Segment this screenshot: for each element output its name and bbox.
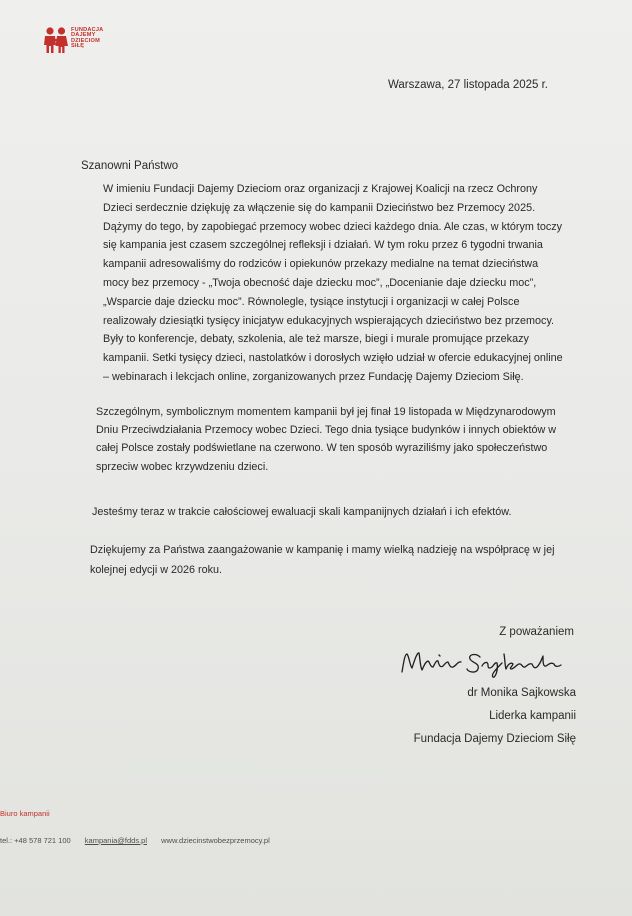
foundation-logo xyxy=(44,26,103,54)
signer-name: dr Monika Sajkowska xyxy=(467,687,576,699)
letter-date: Warszawa, 27 listopada 2025 r. xyxy=(387,79,548,91)
letter-paragraph: W imieniu Fundacji Dajemy Dzieciom oraz organizacji z Krajowej Koalicji na rzecz Ochrony Dzieci serdecznie dziękuję za włączenie się do kampanii Dzieciństwo bez Przemocy 2025. Dążymy do tego, by zapobiegać przemocy wobec dzieci każdego dnia. Ale czas, w którym toczy się kampania jest czasem szczególnej refleksji i działań. W tym roku przez 6 tygodni trwania kampanii adresowaliśmy do rodziców i opiekunów przekazy medialne na temat dzieciństwa mocy bez przemocy - „Twoja obecność daje dziecku moc”, „Docenianie daje dziecku moc”, „Wsparcie daje dziecku moc”. Równolegle, tysiące instytucji i organizacji w całej Polsce realizowały dziesiątki tysięcy inicjatyw edukacyjnych wspierających dzieciństwo bez przemocy. Były to konferencje, debaty, szkolenia, ale też marsze, biegi i murale promujące przekazy kampanii. Setki tysięcy dzieci, nastolatków i dorosłych wzięło udział w ofercie edukacyjnej online – webinarach i lekcjach online, zorganizowanych przez Fundację Dajemy Dzieciom Siłę. xyxy=(103,183,563,383)
footer-email-link[interactable]: kampania@fdds.pl xyxy=(84,836,148,845)
letter-closing: Z poważaniem xyxy=(499,626,574,638)
letter-paragraph: Jesteśmy teraz w trakcie całościowej ewaluacji skali kampanijnych działań i ich efektów. xyxy=(92,506,512,518)
footer-label: Biuro kampanii xyxy=(0,809,50,818)
logo-line: SIŁĘ xyxy=(71,43,85,50)
logo-line: DZIECIOM xyxy=(71,37,100,44)
letter-greeting: Szanowni Państwo xyxy=(81,160,179,172)
footer-website[interactable]: www.dziecinstwobezprzemocy.pl xyxy=(161,836,270,845)
logo-line: DAJEMY xyxy=(71,32,96,39)
letter-paragraph: Dziękujemy za Państwa zaangażowanie w kampanię i mamy wielką nadzieję na współpracę w jej kolejnej edycji w 2026 roku. xyxy=(90,544,555,576)
handwritten-signature xyxy=(398,642,578,682)
signer-organization: Fundacja Dajemy Dzieciom Siłę xyxy=(413,733,576,745)
children-logo-icon xyxy=(44,26,68,54)
footer-phone: tel.: +48 578 721 100 xyxy=(0,836,71,845)
footer-contacts xyxy=(0,836,282,845)
logo-line: FUNDACJA xyxy=(71,27,104,33)
signer-role: Liderka kampanii xyxy=(489,710,576,722)
logo-wordmark xyxy=(71,28,103,50)
letter-paragraph: Szczególnym, symbolicznym momentem kampanii był jej finał 19 listopada w Międzynarodowym Dniu Przeciwdziałania Przemocy wobec Dzieci. Tego dnia tysiące budynków i innych obiektów w całej Polsce zostały podświetlane na czerwono. W ten sposób wyraziliśmy jako społeczeństwo sprzeciw wobec krzywdzeniu dzieci. xyxy=(96,406,557,473)
